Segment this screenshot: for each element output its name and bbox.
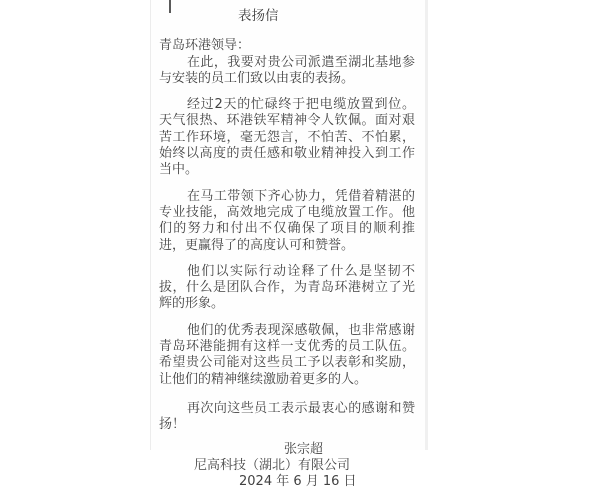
letter-paragraph-3: 在马工带领下齐心协力，凭借着精湛的专业技能，高效地完成了电缆放置工作。他们的努力和付出不仅确保了项目的顺利推进，更赢得了的高度认可和赞誉。 — [159, 188, 415, 253]
signature-name: 张宗超 — [284, 441, 324, 457]
letter-paragraph-5: 他们的优秀表现深感敬佩，也非常感谢青岛环港能拥有这样一支优秀的员工队伍。希望贵公司能对这些员工予以表彰和奖励，让他们的精神继续激励着更多的人。 — [159, 322, 415, 387]
letter-salutation: 青岛环港领导： — [159, 38, 251, 54]
signature-date: 2024 年 6 月 16 日 — [239, 474, 357, 490]
letter-paragraph-2: 经过2天的忙碌终于把电缆放置到位。天气很热、环港铁军精神令人钦佩。面对艰苦工作环境，毫无怨言，不怕苦、不怕累，始终以高度的责任感和敬业精神投入到工作当中。 — [159, 97, 415, 178]
letter-closing-line: 再次向这些员工表示最衷心的感谢和赞扬！ — [159, 400, 415, 433]
letter-page — [150, 0, 428, 490]
page-edge-mark — [169, 0, 171, 13]
signature-company: 尼高科技（湖北）有限公司 — [194, 457, 351, 473]
letter-paragraph-4: 他们以实际行动诠释了什么是坚韧不拔，什么是团队合作，为青岛环港树立了光辉的形象。 — [159, 263, 415, 312]
letter-paragraph-1: 在此，我要对贵公司派遣至湖北基地参与安装的员工们致以由衷的表扬。 — [159, 54, 415, 86]
letter-title: 表扬信 — [238, 8, 279, 24]
